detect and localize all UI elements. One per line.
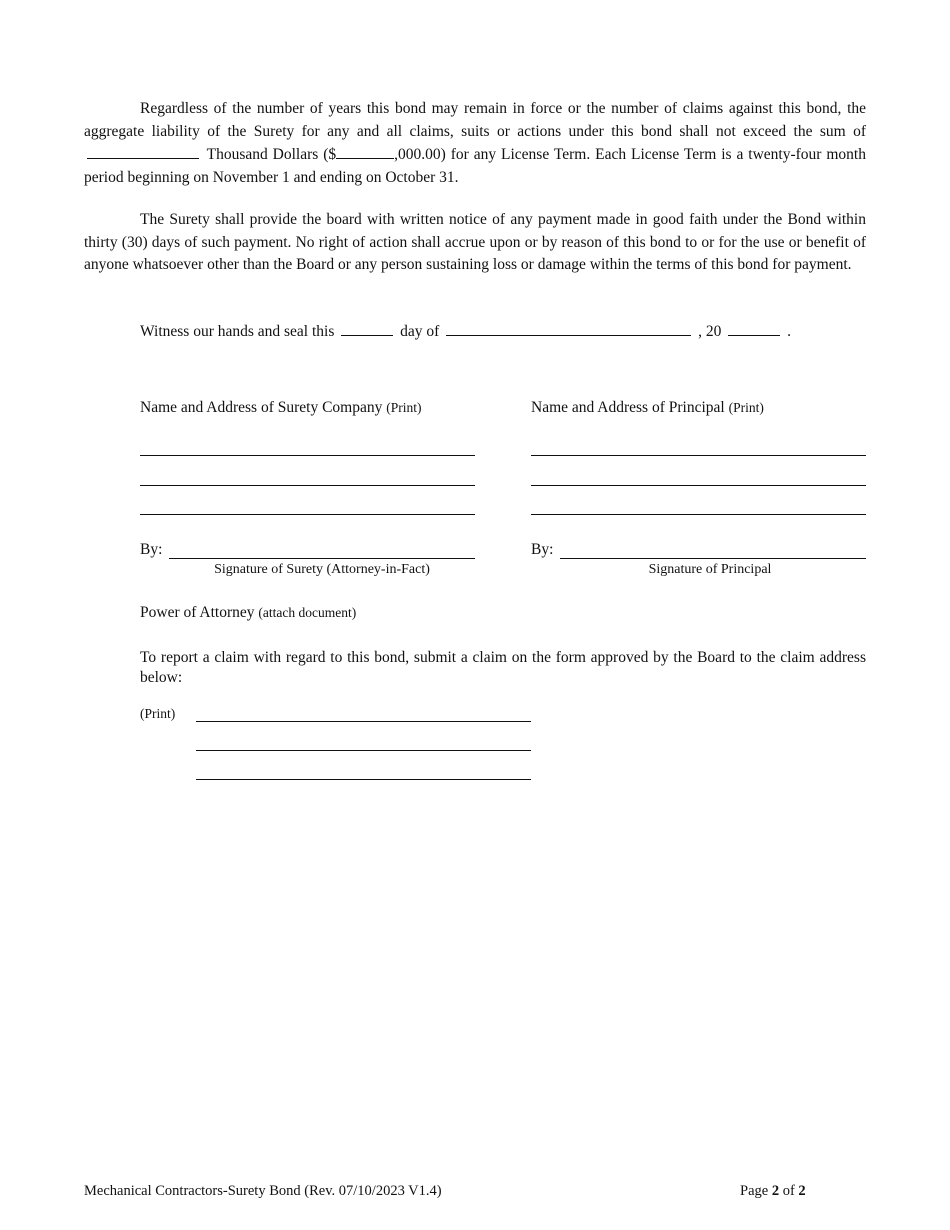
footer-page-number [740,1183,806,1200]
power-of-attorney-label: Power of Attorney [140,604,255,621]
surety-by-label: By: [140,541,163,558]
principal-signature-line[interactable] [560,558,866,559]
claim-instructions: To report a claim with regard to this bond, submit a claim on the form approved by the Board to the claim address below: [140,649,866,686]
sum-thousands-field[interactable] [87,143,199,159]
surety-address-line-2[interactable] [140,485,475,486]
liability-paragraph [84,98,866,189]
witness-day-field[interactable] [341,320,393,336]
surety-heading-text: Name and Address of Surety Company [140,399,383,416]
witness-prefix: Witness our hands and seal this [140,323,335,340]
principal-heading-text: Name and Address of Principal [531,399,725,416]
surety-signature-caption: Signature of Surety (Attorney-in-Fact) [214,562,430,577]
witness-line [140,320,791,341]
principal-by-label: By: [531,541,554,558]
liability-text-part2: Thousand Dollars ($ [206,146,337,163]
footer-page-total: 2 [798,1183,806,1199]
sum-dollars-field[interactable] [336,143,394,159]
witness-year-prefix: , 20 [698,323,722,340]
notice-text: The Surety shall provide the board with written notice of any payment made in good faith under the Bond within thirty (30) days of such payment. No right of action shall accrue upon or by reason of this bond to or for the use or benefit of anyone whatsoever other than the Board or any person sustaining loss or damage within the terms of this bond for payment. [84,211,866,273]
footer-form-title: Mechanical Contractors-Surety Bond (Rev. 07/10/2023 V1.4) [84,1183,442,1199]
power-of-attorney-note: (attach document) [258,605,357,620]
witness-year-field[interactable] [728,320,780,336]
surety-address-line-1[interactable] [140,455,475,456]
claim-print-label: (Print) [140,706,176,721]
footer-page-current: 2 [771,1183,780,1199]
power-of-attorney [140,604,356,622]
liability-text-part3: ,000.00) for any License Term. Each License Term is a twenty-four month period beginning on November 1 and ending on October 31. [84,146,866,186]
principal-address-line-1[interactable] [531,455,866,456]
principal-print-note: (Print) [728,400,764,415]
footer-page-word: Page [740,1183,769,1199]
witness-day-of: day of [400,323,440,340]
claim-address-line-1[interactable] [196,721,531,722]
surety-signature-line[interactable] [169,558,475,559]
surety-heading [140,399,422,417]
surety-address-line-3[interactable] [140,514,475,515]
claim-address-line-2[interactable] [196,750,531,751]
claim-address-line-3[interactable] [196,779,531,780]
principal-heading [531,399,764,417]
surety-print-note: (Print) [386,400,422,415]
notice-paragraph [84,209,866,277]
principal-signature-caption: Signature of Principal [648,562,772,577]
witness-month-field[interactable] [446,320,691,336]
principal-address-line-2[interactable] [531,485,866,486]
principal-address-line-3[interactable] [531,514,866,515]
liability-text-part1: Regardless of the number of years this bond may remain in force or the number of claims against this bond, the aggregate liability of the Surety for any and all claims, suits or actions under this bond shall not exceed the sum of [84,100,866,140]
footer-of-word: of [782,1183,795,1199]
witness-end: . [787,323,791,340]
